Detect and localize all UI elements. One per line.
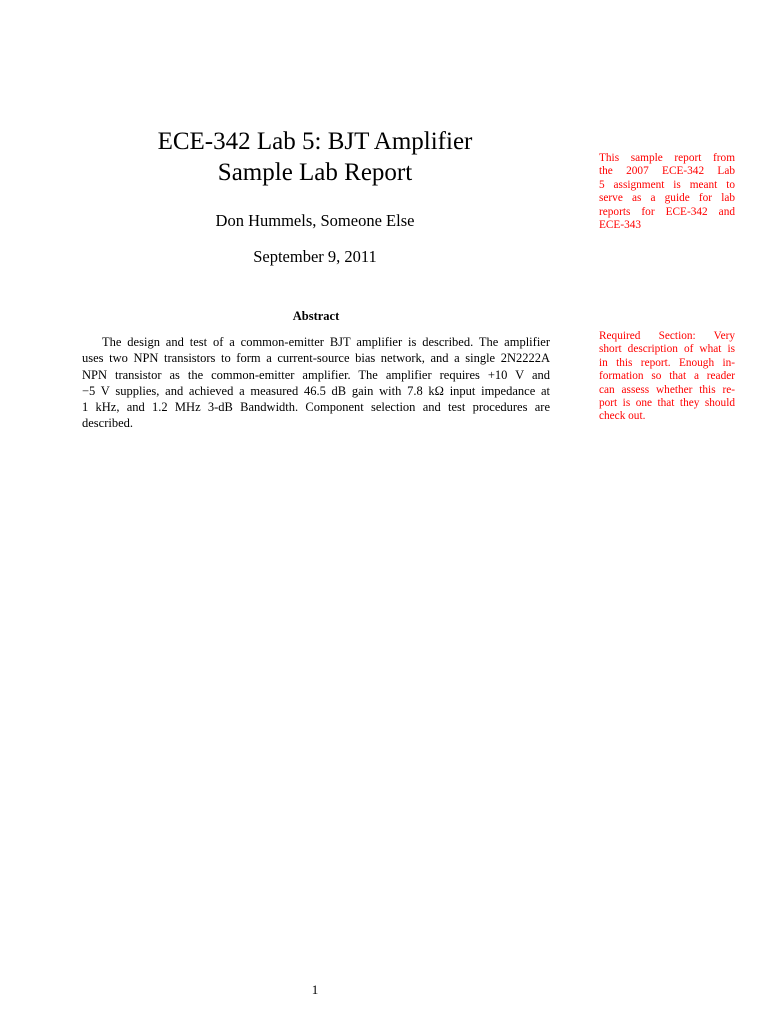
margin-note-line: This sample report from [599, 152, 735, 164]
margin-note-line: serve as a guide for lab [599, 192, 735, 205]
margin-note-line: Required Section: Very [599, 330, 735, 342]
margin-note-line: port is one that they should [599, 397, 735, 410]
margin-note-required-section [599, 330, 735, 424]
document-title [90, 126, 540, 188]
margin-note-line: can assess whether this re- [599, 383, 735, 396]
margin-note-line: in this report. Enough in- [599, 356, 735, 369]
abstract-line: NPN transistor as the common-emitter amplifier. The amplifier requires +10 V and [82, 367, 550, 382]
margin-note-line: ECE-343 [599, 219, 642, 232]
abstract-body [82, 334, 550, 432]
margin-note-line: check out. [599, 410, 646, 423]
document-date: September 9, 2011 [253, 247, 377, 266]
abstract-line: uses two NPN transistors to form a current-source bias network, and a single 2N2222A [82, 351, 550, 366]
abstract-line: −5 V supplies, and achieved a measured 46.5 dB gain with 7.8 kΩ input impedance at [82, 383, 550, 398]
margin-note-line: formation so that a reader [599, 370, 735, 383]
title-line: ECE-342 Lab 5: BJT Amplifier [157, 128, 473, 155]
page-number: 1 [311, 982, 319, 997]
abstract-line: described. [82, 416, 134, 431]
abstract-line: The design and test of a common-emitter BJT amplifier is described. The amplifier [102, 335, 550, 349]
margin-note-report-purpose [599, 152, 735, 232]
margin-note-line: reports for ECE-342 and [599, 205, 735, 218]
title-line: Sample Lab Report [217, 159, 413, 186]
abstract-heading: Abstract [292, 309, 340, 323]
margin-note-line: the 2007 ECE-342 Lab [599, 165, 735, 178]
margin-note-line: 5 assignment is meant to [599, 178, 735, 191]
margin-note-line: short description of what is [599, 343, 735, 356]
abstract-line: 1 kHz, and 1.2 MHz 3-dB Bandwidth. Component selection and test procedures are [82, 400, 550, 415]
authors: Don Hummels, Someone Else [215, 211, 415, 230]
